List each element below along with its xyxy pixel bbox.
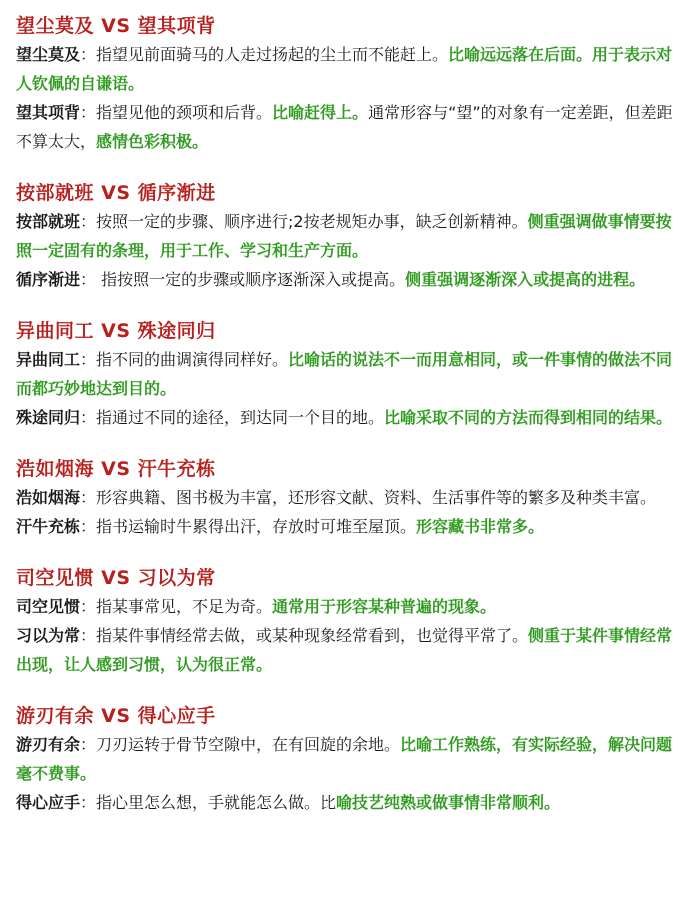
definition-text: 刀刃运转于骨节空隙中，在有回旋的余地。 <box>96 735 401 754</box>
separator: ： <box>80 45 97 64</box>
section-title: 司空见惯 VS 习以为常 <box>16 567 216 589</box>
idiom-entry <box>16 788 674 817</box>
section-title: 望尘莫及 VS 望其项背 <box>16 15 216 37</box>
separator: ： <box>80 735 97 754</box>
separator: ： <box>80 408 97 427</box>
highlight-text: 比喻赶得上。 <box>272 103 369 122</box>
idiom-term: 习以为常 <box>16 626 81 645</box>
definition-text: 指不同的曲调演得同样好。 <box>96 350 289 369</box>
idiom-term: 按部就班 <box>16 212 81 231</box>
idiom-term: 汗牛充栋 <box>16 517 81 536</box>
separator: ： <box>80 350 97 369</box>
separator: ： <box>80 212 97 231</box>
definition-text: 指某事常见，不足为奇。 <box>96 597 273 616</box>
idiom-term: 殊途同归 <box>16 408 81 427</box>
idiom-entry <box>16 345 674 403</box>
definition-text: 指心里怎么想，手就能怎么做。比 <box>96 793 337 812</box>
definition-text-continued: 通常形容与“望”的对象有一定差距，但差距不算太大， <box>16 103 673 151</box>
idiom-entry <box>16 207 674 265</box>
highlight-text: 比喻话的说法不一而用意相同，或一件事情的做法不同而都巧妙地达到目的。 <box>16 350 673 398</box>
idiom-entry <box>16 403 674 432</box>
idiom-section <box>16 564 674 679</box>
definition-text: 指通过不同的途径，到达同一个目的地。 <box>96 408 385 427</box>
separator: ： <box>80 488 97 507</box>
idiom-entry <box>16 40 674 98</box>
idiom-entry <box>16 512 674 541</box>
idiom-entry <box>16 265 674 294</box>
separator: ： <box>80 597 97 616</box>
highlight-text: 形容藏书非常多。 <box>416 517 545 536</box>
idiom-entry <box>16 483 674 512</box>
idiom-term: 循序渐进 <box>16 270 81 289</box>
highlight-text: 比喻采取不同的方法而得到相同的结果。 <box>384 408 673 427</box>
highlight-text: 侧重于某件事情经常出现，让人感到习惯，认为很正常。 <box>16 626 673 674</box>
idiom-entry <box>16 592 674 621</box>
idiom-section <box>16 179 674 294</box>
definition-text: 指望见他的颈项和后背。 <box>96 103 273 122</box>
section-title: 浩如烟海 VS 汗牛充栋 <box>16 458 216 480</box>
separator: ： <box>80 103 97 122</box>
idiom-term: 得心应手 <box>16 793 81 812</box>
idiom-term: 司空见惯 <box>16 597 81 616</box>
idiom-term: 游刃有余 <box>16 735 81 754</box>
definition-text: 指望见前面骑马的人走过扬起的尘土而不能赶上。 <box>96 45 449 64</box>
highlight-text: 比喻远远落在后面。用于表示对人钦佩的自谦语。 <box>16 45 673 93</box>
definition-text: 按照一定的步骤、顺序进行;2按老规矩办事，缺乏创新精神。 <box>96 212 528 231</box>
definition-text: 指书运输时牛累得出汗，存放时可堆至屋顶。 <box>96 517 417 536</box>
idiom-term: 异曲同工 <box>16 350 81 369</box>
highlight-text: 比喻工作熟练，有实际经验，解决问题毫不费事。 <box>16 735 673 783</box>
idiom-term: 望其项背 <box>16 103 81 122</box>
highlight-text: 喻技艺纯熟或做事情非常顺利。 <box>336 793 561 812</box>
separator: ： <box>80 517 97 536</box>
section-title: 异曲同工 VS 殊途同归 <box>16 320 216 342</box>
section-title: 按部就班 VS 循序渐进 <box>16 182 216 204</box>
highlight-text: 通常用于形容某种普遍的现象。 <box>272 597 497 616</box>
definition-text: 形容典籍、图书极为丰富，还形容文献、资料、生活事件等的繁多及种类丰富。 <box>96 488 657 507</box>
highlight-text-continued: 感情色彩积极。 <box>96 132 209 151</box>
separator: ： <box>80 626 97 645</box>
idiom-section <box>16 702 674 817</box>
separator: ： <box>80 270 97 289</box>
definition-text: 指某件事情经常去做，或某种现象经常看到，也觉得平常了。 <box>96 626 529 645</box>
idiom-entry <box>16 98 674 156</box>
definition-text: 指按照一定的步骤或顺序逐渐深入或提高。 <box>96 270 406 289</box>
highlight-text: 侧重强调做事情要按照一定固有的条理，用于工作、学习和生产方面。 <box>16 212 672 260</box>
idiom-section <box>16 12 674 156</box>
idiom-entry <box>16 730 674 788</box>
highlight-text: 侧重强调逐渐深入或提高的进程。 <box>405 270 646 289</box>
idiom-section <box>16 317 674 432</box>
idiom-term: 浩如烟海 <box>16 488 81 507</box>
idiom-term: 望尘莫及 <box>16 45 81 64</box>
idiom-section <box>16 455 674 541</box>
idiom-entry <box>16 621 674 679</box>
separator: ： <box>80 793 97 812</box>
section-title: 游刃有余 VS 得心应手 <box>16 705 216 727</box>
